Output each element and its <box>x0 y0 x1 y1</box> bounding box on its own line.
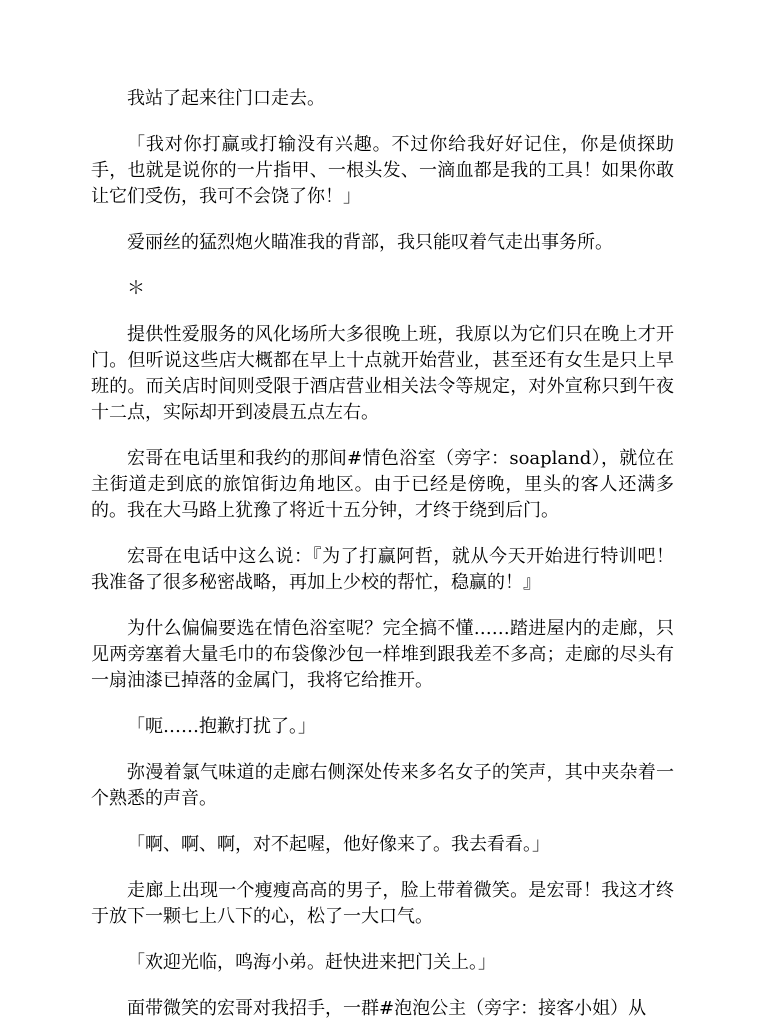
paragraph: 弥漫着氯气味道的走廊右侧深处传来多名女子的笑声，其中夹杂着一个熟悉的声音。 <box>91 762 674 809</box>
paragraph: 面带微笑的宏哥对我招手，一群#泡泡公主（旁字：接客小姐）从 <box>127 998 647 1019</box>
paragraph: 我站了起来往门口走去。 <box>127 88 325 109</box>
paragraph: 为什么偏偏要选在情色浴室呢？完全搞不懂……踏进屋内的走廊，只见两旁塞着大量毛巾的布袋像沙包一样堆到跟我差不多高；走廊的尽头有一扇油漆已掉落的金属门，我将它给推开。 <box>91 618 674 691</box>
paragraph: 爱丽丝的猛烈炮火瞄准我的背部，我只能叹着气走出事务所。 <box>127 232 613 253</box>
paragraph: 「呃……抱歉打扰了。」 <box>127 716 316 737</box>
paragraph: 走廊上出现一个瘦瘦高高的男子，脸上带着微笑。是宏哥！我这才终于放下一颗七上八下的心，松了一大口气。 <box>91 880 674 927</box>
paragraph: 宏哥在电话里和我约的那间#情色浴室（旁字：soapland），就位在主街道走到底的旅馆街边角地区。由于已经是傍晚，里头的客人还满多的。我在大马路上犹豫了将近十五分钟，才终于绕到后门。 <box>91 448 674 521</box>
paragraph: 宏哥在电话中这么说：『为了打赢阿哲，就从今天开始进行特训吧！我准备了很多秘密战略，再加上少校的帮忙，稳赢的！』 <box>91 546 674 593</box>
paragraph: 「我对你打赢或打输没有兴趣。不过你给我好好记住，你是侦探助手，也就是说你的一片指甲、一根头发、一滴血都是我的工具！如果你敢让它们受伤，我可不会饶了你！」 <box>91 134 674 207</box>
paragraph: 「啊、啊、啊，对不起喔，他好像来了。我去看看。」 <box>127 834 550 855</box>
scene-break: ＊ <box>127 278 145 299</box>
paragraph: 提供性爱服务的风化场所大多很晚上班，我原以为它们只在晚上才开门。但听说这些店大概都在早上十点就开始营业，甚至还有女生是只上早班的。而关店时间则受限于酒店营业相关法令等规定，对外宣称只到午夜十二点，实际却开到凌晨五点左右。 <box>91 324 674 423</box>
paragraph: 「欢迎光临，鸣海小弟。赶快进来把门关上。」 <box>127 952 496 973</box>
